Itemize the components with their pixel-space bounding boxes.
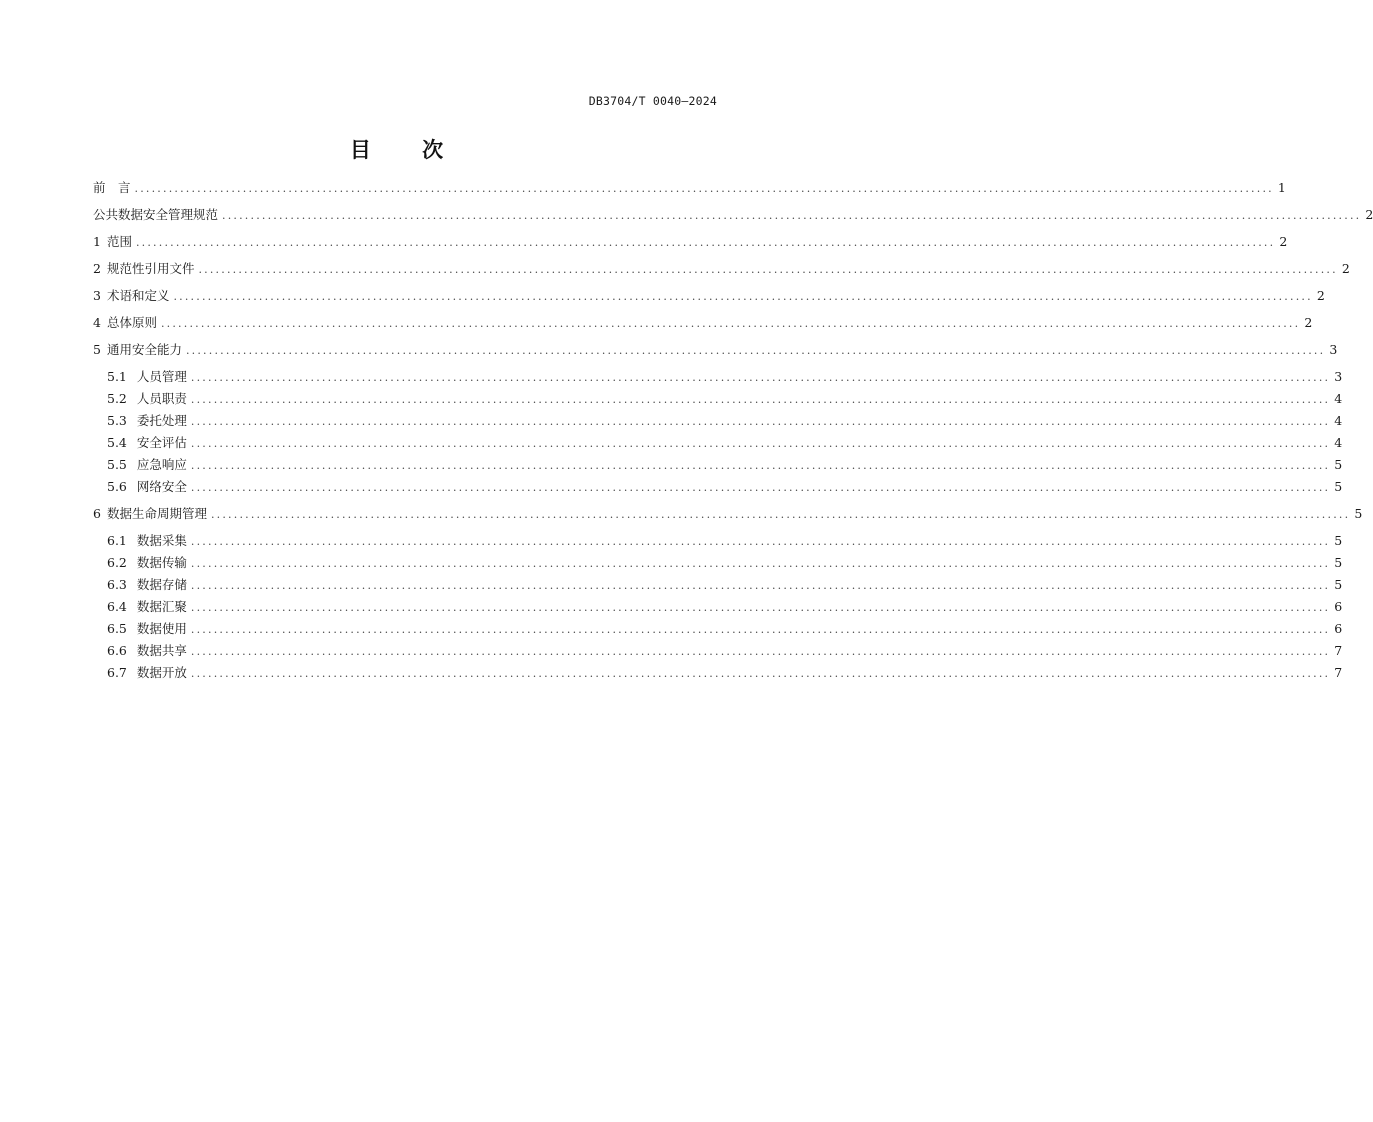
- toc-entry-number: 5.3: [107, 413, 127, 428]
- toc-entry[interactable]: [93, 576, 1343, 594]
- toc-entry-text: 网络安全: [136, 479, 187, 494]
- toc-entry-number: 6.1: [107, 533, 127, 548]
- toc-entry-text: 数据存储: [136, 577, 187, 592]
- document-code: DB3704/T 0040—2024: [588, 94, 717, 108]
- toc-entry-page-number: 4: [1334, 413, 1343, 428]
- toc-entry-text: 数据生命周期管理: [106, 506, 207, 521]
- toc-entry-page-number: 6: [1334, 621, 1343, 636]
- toc-entry-label: [107, 412, 187, 429]
- toc-entry[interactable]: [93, 505, 1363, 523]
- toc-entry[interactable]: [93, 341, 1338, 359]
- toc-entry-text: 安全评估: [136, 435, 187, 450]
- toc-entry-number: 2: [93, 261, 101, 276]
- dot-leader: ........................................................................................................................................................................................................: [160, 317, 1301, 330]
- dot-leader: ........................................................................................................................................................................................................: [190, 667, 1331, 680]
- toc-entry-number: 5.6: [107, 479, 127, 494]
- dot-leader: ........................................................................................................................................................................................................: [190, 645, 1331, 658]
- dot-leader: ........................................................................................................................................................................................................: [190, 437, 1331, 450]
- toc-entry-text: 应急响应: [136, 457, 187, 472]
- toc-entry[interactable]: [93, 598, 1343, 616]
- toc-entry-label: [107, 664, 187, 681]
- toc-entry-page-number: 7: [1334, 665, 1343, 680]
- toc-entry-text: 术语和定义: [106, 288, 170, 303]
- toc-entry-number: 6.4: [107, 599, 127, 614]
- toc-entry-label: [93, 206, 218, 223]
- toc-entry-page-number: 5: [1334, 457, 1343, 472]
- toc-entry[interactable]: [93, 434, 1343, 452]
- toc-entry[interactable]: [93, 368, 1343, 386]
- dot-leader: ........................................................................................................................................................................................................: [190, 393, 1331, 406]
- toc-entry-label: [107, 598, 187, 615]
- toc-entry-number: 6.7: [107, 665, 127, 680]
- toc-entry-number: 6.2: [107, 555, 127, 570]
- toc-entry-text: 规范性引用文件: [106, 261, 195, 276]
- toc-entry-text: 总体原则: [106, 315, 157, 330]
- toc-entry-text: 委托处理: [136, 413, 187, 428]
- toc-entry-page-number: 2: [1279, 234, 1288, 249]
- toc-entry-page-number: 2: [1316, 288, 1325, 303]
- toc-entry-number: 4: [93, 315, 101, 330]
- toc-entry[interactable]: [93, 390, 1343, 408]
- toc-entry-number: 6.5: [107, 621, 127, 636]
- toc-entry-label: [107, 554, 187, 571]
- toc-entry-page-number: 3: [1334, 369, 1343, 384]
- toc-entry-number: 5: [93, 342, 101, 357]
- toc-entry-label: [93, 341, 182, 358]
- toc-entry-text: 数据传输: [136, 555, 187, 570]
- toc-entry-text: 公共数据安全管理规范: [93, 207, 219, 222]
- dot-leader: ........................................................................................................................................................................................................: [173, 290, 1313, 303]
- toc-entry-page-number: 2: [1365, 207, 1373, 222]
- dot-leader: ........................................................................................................................................................................................................: [190, 371, 1331, 384]
- toc-entry-number: 6.3: [107, 577, 127, 592]
- toc-entry[interactable]: [93, 664, 1343, 682]
- toc-entry-text: 范围: [106, 234, 132, 249]
- toc-entry-page-number: 2: [1304, 315, 1313, 330]
- toc-entry-label: [107, 642, 187, 659]
- toc-entry-number: 5.2: [107, 391, 127, 406]
- dot-leader: ........................................................................................................................................................................................................: [185, 344, 1326, 357]
- toc-entry-text: 数据汇聚: [136, 599, 187, 614]
- toc-entry-number: 6.6: [107, 643, 127, 658]
- toc-entry-text: 通用安全能力: [106, 342, 182, 357]
- toc-entry-text: 人员管理: [136, 369, 187, 384]
- toc-entry-page-number: 2: [1341, 261, 1350, 276]
- toc-entry[interactable]: [93, 179, 1286, 197]
- toc-entry[interactable]: [93, 260, 1350, 278]
- toc-entry-label: [93, 287, 169, 304]
- toc-entry[interactable]: [93, 412, 1343, 430]
- toc-entry[interactable]: [93, 314, 1313, 332]
- toc-entry-label: [93, 179, 131, 196]
- dot-leader: ........................................................................................................................................................................................................: [190, 623, 1331, 636]
- toc-entry-number: 6: [93, 506, 101, 521]
- toc-entry-label: [93, 233, 132, 250]
- dot-leader: ........................................................................................................................................................................................................: [190, 415, 1331, 428]
- toc-entry-label: [107, 456, 187, 473]
- toc-entry-page-number: 5: [1334, 577, 1343, 592]
- toc-entry-number: 5.1: [107, 369, 127, 384]
- dot-leader: ........................................................................................................................................................................................................: [190, 579, 1331, 592]
- toc-entry[interactable]: [93, 206, 1373, 224]
- toc-entry-text: 数据使用: [136, 621, 187, 636]
- toc-entry-text: 数据开放: [136, 665, 187, 680]
- toc-entry-page-number: 3: [1329, 342, 1338, 357]
- dot-leader: ........................................................................................................................................................................................................: [190, 557, 1331, 570]
- toc-entry-number: 5.5: [107, 457, 127, 472]
- toc-entry-number: 1: [93, 234, 101, 249]
- toc-entry[interactable]: [93, 554, 1343, 572]
- toc-entry-text: 前 言: [93, 180, 131, 195]
- dot-leader: ........................................................................................................................................................................................................: [190, 535, 1331, 548]
- toc-entry-page-number: 5: [1334, 479, 1343, 494]
- toc-entry-page-number: 1: [1277, 180, 1286, 195]
- toc-entry-page-number: 4: [1334, 435, 1343, 450]
- toc-entry[interactable]: [93, 532, 1343, 550]
- toc-entry-page-number: 5: [1334, 533, 1343, 548]
- toc-entry[interactable]: [93, 478, 1343, 496]
- toc-entry[interactable]: [93, 642, 1343, 660]
- dot-leader: ........................................................................................................................................................................................................: [190, 481, 1331, 494]
- toc-entry[interactable]: [93, 456, 1343, 474]
- toc-entry-page-number: 7: [1334, 643, 1343, 658]
- toc-entry-label: [107, 368, 187, 385]
- toc-entry-page-number: 5: [1334, 555, 1343, 570]
- dot-leader: ........................................................................................................................................................................................................: [190, 601, 1331, 614]
- toc-entry[interactable]: [93, 620, 1343, 638]
- toc-entry-label: [93, 505, 207, 522]
- toc-entry[interactable]: [93, 233, 1288, 251]
- toc-entry[interactable]: [93, 287, 1325, 305]
- toc-entry-page-number: 4: [1334, 391, 1343, 406]
- toc-entry-page-number: 6: [1334, 599, 1343, 614]
- toc-entry-label: [93, 260, 194, 277]
- toc-entry-page-number: 5: [1354, 506, 1363, 521]
- toc-entry-label: [107, 620, 187, 637]
- dot-leader: ........................................................................................................................................................................................................: [135, 236, 1276, 249]
- page-title: 目 次: [349, 138, 466, 162]
- toc-entry-text: 数据共享: [136, 643, 187, 658]
- dot-leader: ........................................................................................................................................................................................................: [222, 209, 1362, 222]
- table-of-contents: [93, 179, 1373, 691]
- dot-leader: ........................................................................................................................................................................................................: [210, 508, 1351, 521]
- dot-leader: ........................................................................................................................................................................................................: [190, 459, 1331, 472]
- toc-entry-label: [93, 314, 157, 331]
- toc-entry-label: [107, 532, 187, 549]
- dot-leader: ........................................................................................................................................................................................................: [198, 263, 1338, 276]
- toc-entry-label: [107, 478, 187, 495]
- toc-entry-number: 5.4: [107, 435, 127, 450]
- toc-entry-label: [107, 434, 187, 451]
- toc-entry-label: [107, 390, 187, 407]
- toc-entry-text: 数据采集: [136, 533, 187, 548]
- dot-leader: ........................................................................................................................................................................................................: [134, 182, 1274, 195]
- toc-entry-text: 人员职责: [136, 391, 187, 406]
- toc-entry-number: 3: [93, 288, 101, 303]
- toc-entry-label: [107, 576, 187, 593]
